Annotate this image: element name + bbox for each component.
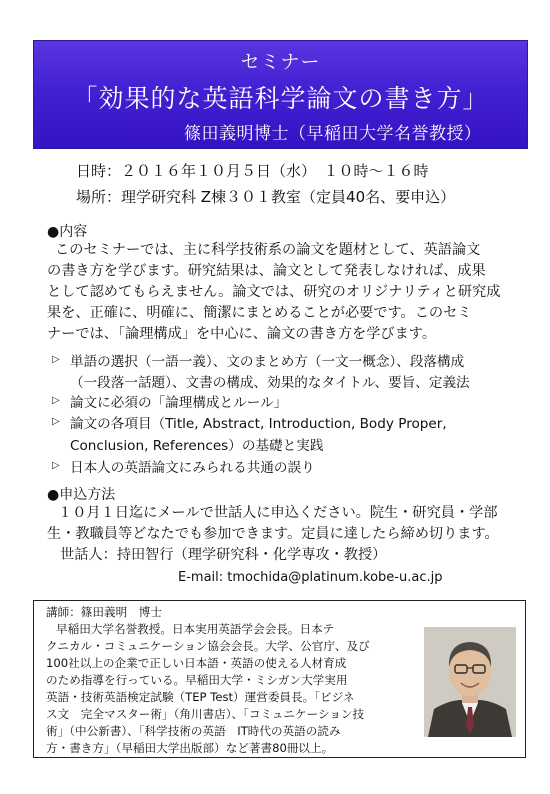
banner-speaker: 篠田義明博士（早稲田大学名誉教授） xyxy=(184,124,482,144)
bio-line: クニカル・コミュニケーション協会会長。大学、公官庁、及び xyxy=(46,639,370,653)
bio-line: 英語・技術英語検定試験（TEP Test）運営委員長。「ビジネ xyxy=(46,690,355,704)
title-banner xyxy=(33,40,528,149)
bullet-1-line-1: 単語の選択（一語一義）、文のまとめ方（一文一概念）、段落構成 xyxy=(70,354,465,370)
banner-title: 「効果的な英語科学論文の書き方」 xyxy=(72,84,489,113)
speaker-photo xyxy=(424,627,516,737)
bio-line: ス文 完全マスター術」（角川書店）、「コミュニケーション技 xyxy=(46,707,365,721)
bio-line: 100社以上の企業で正しい日本語・英語の使える人材育成 xyxy=(46,656,347,670)
application-line-1: １０月１日迄にメールで世話人に申込ください。院生・研究員・学部 xyxy=(58,505,498,521)
content-paragraph-line-2: の書き方を学びます。研究結果は、論文として発表しなければ、成果 xyxy=(47,263,486,279)
banner-seminar-label: セミナー xyxy=(240,51,321,73)
bio-line: 早稲田大学名誉教授。日本実用英語学会会長。日本テ xyxy=(56,622,335,636)
content-heading: ●内容 xyxy=(47,224,88,240)
bullet-3-line-2: Conclusion, References）の基礎と実践 xyxy=(70,438,324,454)
bio-heading: 講師：篠田義明 博士 xyxy=(46,605,162,619)
bullet-2: 論文に必須の「論理構成とルール」 xyxy=(70,395,288,411)
content-paragraph-line-1: このセミナーでは、主に科学技術系の論文を題材として、英語論文 xyxy=(55,242,481,258)
event-place: 場所：理学研究科 Z棟３０１教室（定員40名、要申込） xyxy=(76,188,456,206)
bullet-triangle-icon: ▷ xyxy=(52,395,60,406)
bullet-triangle-icon: ▷ xyxy=(52,354,60,365)
content-paragraph-line-4: 果を、正確に、明確に、簡潔にまとめることが必要です。このセミ xyxy=(47,305,472,321)
application-heading: ●申込方法 xyxy=(47,487,116,503)
application-line-2: 生・教職員等どなたでも参加できます。定員に達したら締め切ります。 xyxy=(47,526,499,542)
content-paragraph-line-5: ナーでは、「論理構成」を中心に、論文の書き方を学びます。 xyxy=(47,326,437,342)
contact-email[interactable]: E-mail: tmochida@platinum.kobe-u.ac.jp xyxy=(178,570,443,585)
event-date: 日時：２０１６年１０月５日（水） １０時～１６時 xyxy=(76,162,429,180)
bio-line: のため指導を行っている。早稲田大学・ミシガン大学実用 xyxy=(46,673,348,687)
bullet-4: 日本人の英語論文にみられる共通の誤り xyxy=(70,460,315,476)
bio-line: 方・書き方」（早稲田大学出版部）など著書80冊以上。 xyxy=(46,741,334,755)
content-paragraph-line-3: として認めてもらえません。論文では、研究のオリジナリティと研究成 xyxy=(47,284,501,300)
bullet-3-line-1: 論文の各項目（Title, Abstract, Introduction, Body Proper, xyxy=(70,416,447,432)
bullet-triangle-icon: ▷ xyxy=(52,460,60,471)
organizer: 世話人：持田智行（理学研究科・化学専攻・教授） xyxy=(60,547,387,563)
speaker-bio-box xyxy=(33,600,526,758)
bullet-triangle-icon: ▷ xyxy=(52,416,60,427)
bullet-1-line-2: （一段落一話題）、文書の構成、効果的なタイトル、要旨、定義法 xyxy=(70,375,470,391)
bio-line: 術」（中公新書）、「科学技術の英語 IT時代の英語の読み xyxy=(46,724,341,738)
